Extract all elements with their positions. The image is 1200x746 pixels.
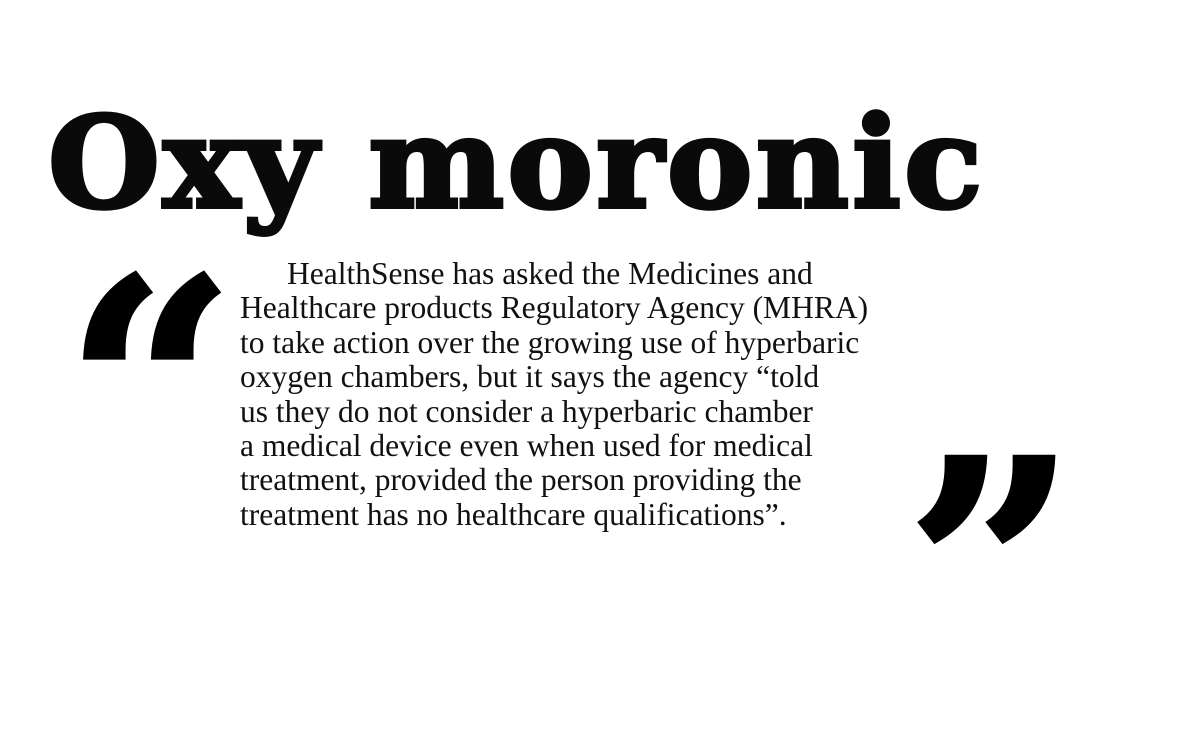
- open-quote-mark: “: [64, 213, 237, 566]
- quote-line: HealthSense has asked the Medicines and: [287, 256, 813, 291]
- quote-line: us they do not consider a hyperbaric chamber: [240, 393, 813, 429]
- quote-line: to take action over the growing use of hyperbaric: [240, 324, 860, 360]
- headline: Oxy moronic: [48, 89, 986, 237]
- quote-line: a medical device even when used for medical: [240, 428, 813, 464]
- close-quote-mark: ”: [905, 393, 1078, 746]
- quote-line: treatment has no healthcare qualifications”.: [240, 496, 787, 532]
- quote-line: treatment, provided the person providing the: [240, 462, 802, 498]
- quoted-text: [240, 257, 1010, 532]
- quote-line: oxygen chambers, but it says the agency “told: [240, 359, 820, 395]
- quote-line: Healthcare products Regulatory Agency (MHRA): [240, 290, 869, 326]
